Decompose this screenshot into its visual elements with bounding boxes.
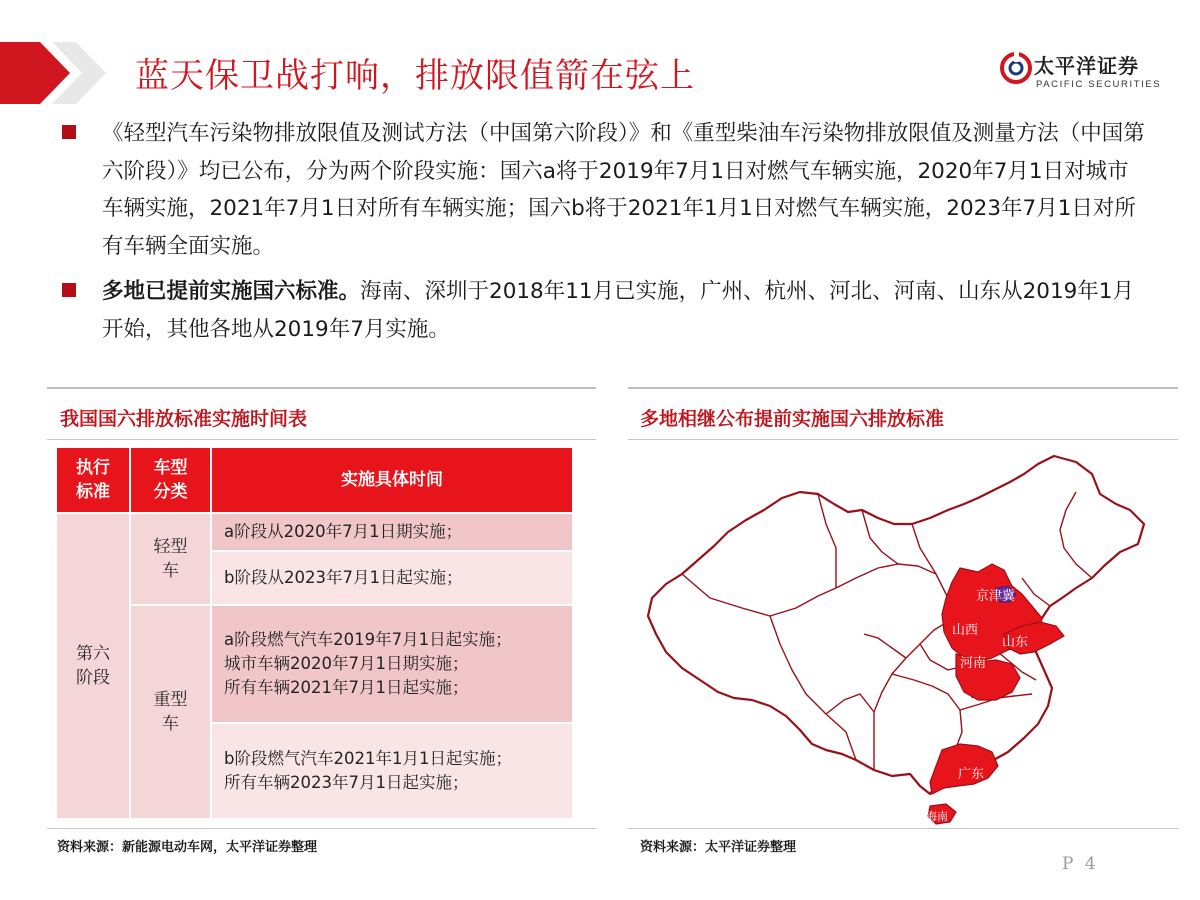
right-panel-bottom-rule: [628, 828, 1178, 829]
table-row: a阶段从2020年7月1日期实施；: [212, 514, 572, 550]
map-label-shanxi: 山西: [952, 623, 979, 638]
bullet-list: [60, 115, 1150, 356]
bullet-item: [60, 115, 1150, 265]
page-title: 蓝天保卫战打响，排放限值箭在弦上: [135, 56, 695, 96]
table-header-time: 实施具体时间: [212, 448, 572, 512]
map-label-hainan: 海南: [926, 810, 948, 823]
logo-chinese-text: 太平洋证券: [1034, 54, 1139, 78]
table-cell-standard: 第六 阶段: [57, 514, 129, 818]
bullet-square-icon: [62, 283, 76, 297]
table-header-category: 车型 分类: [131, 448, 210, 512]
left-panel-bottom-rule: [47, 828, 596, 829]
table-cell-heavy-vehicle: 重型 车: [131, 606, 210, 818]
map-label-henan: 河南: [960, 656, 987, 671]
right-panel-title: 多地相继公布提前实施国六排放标准: [640, 408, 945, 430]
map-label-jingjinji: 京津冀: [976, 589, 1016, 604]
pacific-logo-icon: [1000, 52, 1032, 84]
right-panel-title-rule: [628, 439, 1178, 440]
left-panel-top-rule: [47, 387, 596, 389]
table-row: a阶段燃气汽车2019年7月1日起实施； 城市车辆2020年7月1日期实施； 所有车辆2021年7月1日起实施；: [212, 606, 572, 722]
left-panel-title-rule: [47, 439, 596, 440]
table-row: b阶段燃气汽车2021年1月1日起实施； 所有车辆2023年7月1日起实施；: [212, 724, 572, 818]
china-outline: [648, 456, 1144, 794]
right-panel-top-rule: [628, 387, 1178, 389]
bullet-text: 《轻型汽车污染物排放限值及测试方法（中国第六阶段）》和《重型柴油车污染物排放限值及测量方法（中国第六阶段）》均已公布，分为两个阶段实施：国六a将于2019年7月1日对燃气车辆实施，2020年7月1日对城市车辆实施，2021年7月1日对所有车辆实施；国六b将于2021年1月1日对燃气车辆实施，2023年7月1日对所有车辆全面实施。: [102, 121, 1145, 259]
map-label-guangdong: 广东: [958, 767, 985, 782]
bullet-square-icon: [62, 125, 76, 139]
china-map: [630, 448, 1178, 828]
table-row: b阶段从2023年7月1日起实施；: [212, 552, 572, 604]
company-logo: [1000, 50, 1175, 92]
logo-english-text: PACIFIC SECURITIES: [1036, 79, 1162, 90]
left-panel-source: 资料来源：新能源电动车网，太平洋证券整理: [57, 840, 318, 855]
page-number: P 4: [1062, 854, 1099, 874]
left-panel-title: 我国国六排放标准实施时间表: [60, 408, 308, 430]
table-header-standard: 执行 标准: [57, 448, 129, 512]
bullet-item: [60, 273, 1150, 348]
bullet-text: 海南、深圳于2018年11月已实施，广州、杭州、河北、河南、山东从2019年1月开始，其他各地从2019年7月实施。: [102, 279, 1134, 342]
bullet-bold-lead: 多地已提前实施国六标准。: [102, 279, 361, 304]
china-map-svg: [630, 448, 1178, 828]
right-panel-source: 资料来源：太平洋证券整理: [640, 840, 797, 855]
emission-standard-table: [57, 448, 572, 818]
map-label-shandong: 山东: [1002, 635, 1029, 650]
table-cell-light-vehicle: 轻型 车: [131, 514, 210, 604]
header-chevron-decoration: [0, 42, 118, 104]
